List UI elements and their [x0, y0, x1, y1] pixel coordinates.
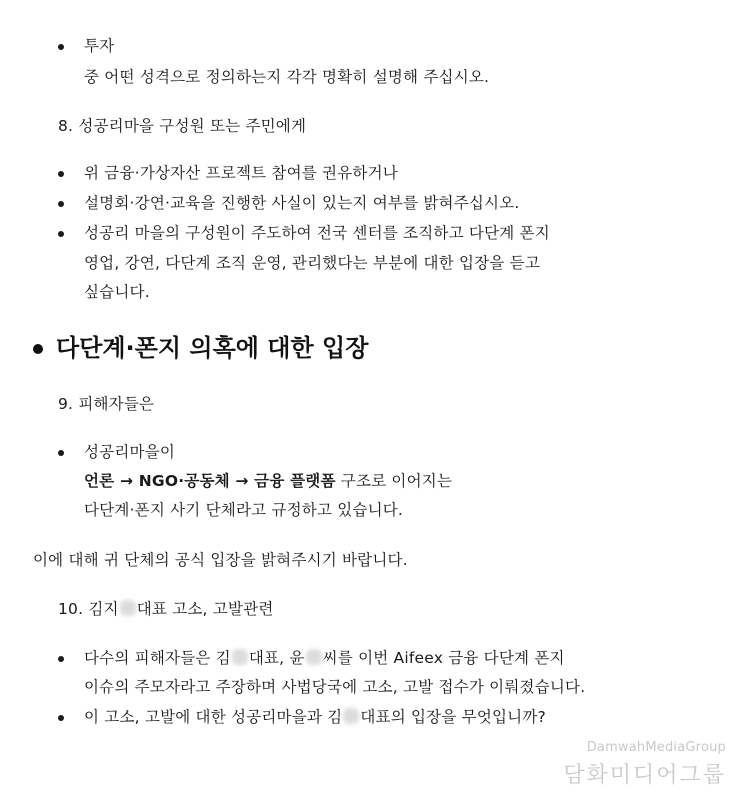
bold-structure-text: 언론 → NGO·공동체 → 금융 플랫폼	[84, 472, 336, 490]
list-item-text: 설명회·강연·교육을 진행한 사실이 있는지 여부를 밝혀주십시오.	[84, 194, 520, 212]
question-9: 9. 피해자들은	[58, 395, 155, 413]
list-item-text: 영업, 강연, 다단계 조직 운영, 관리했다는 부분에 대한 입장을 듣고	[84, 254, 541, 272]
text-part: 대표, 윤	[248, 649, 305, 667]
heading-bullet	[33, 344, 43, 354]
text-part: 대표의 입장을 무엇입니까?	[360, 708, 546, 726]
bullet	[58, 715, 64, 721]
text-part: 이 고소, 고발에 대한 성공리마을과 김	[84, 708, 343, 726]
bullet	[58, 231, 64, 237]
paragraph-text: 중 어떤 성격으로 정의하는지 각각 명확히 설명해 주십시오.	[84, 68, 490, 86]
list-item-text	[84, 470, 452, 492]
bullet	[58, 171, 64, 177]
list-item-text: 위 금융·가상자산 프로젝트 참여를 권유하거나	[84, 164, 398, 182]
redaction-blur	[343, 708, 359, 724]
list-item-text: 이슈의 주모자라고 주장하며 사법당국에 고소, 고발 접수가 이뤄졌습니다.	[84, 678, 586, 696]
bullet	[58, 201, 64, 207]
redaction-blur	[232, 649, 248, 665]
q10-part-b: 대표 고소, 고발관련	[136, 600, 274, 618]
list-item-text: 다단계·폰지 사기 단체라고 규정하고 있습니다.	[84, 501, 404, 519]
paragraph-text: 이에 대해 귀 단체의 공식 입장을 밝혀주시기 바랍니다.	[33, 551, 408, 569]
question-8: 8. 성공리마을 구성원 또는 주민에게	[58, 117, 307, 135]
bullet	[58, 656, 64, 662]
bullet	[58, 450, 64, 456]
watermark-english: DamwahMediaGroup	[586, 740, 726, 755]
list-item-text: 성공리마을이	[84, 443, 176, 461]
list-item-text	[84, 647, 565, 669]
list-item-text: 성공리 마을의 구성원이 주도하여 전국 센터를 조직하고 다단계 폰지	[84, 224, 550, 242]
structure-rest-text: 구조로 이어지는	[335, 472, 453, 490]
text-part: 다수의 피해자들은 김	[84, 649, 231, 667]
q10-part-a: 10. 김지	[58, 600, 119, 618]
redaction-blur	[306, 649, 322, 665]
list-item-text	[84, 706, 546, 728]
question-10	[58, 598, 274, 620]
list-item-text: 투자	[84, 37, 115, 55]
section-heading: 다단계·폰지 의혹에 대한 입장	[56, 334, 369, 362]
text-part: 씨를 이번 Aifeex 금융 다단계 폰지	[322, 649, 565, 667]
redaction-blur	[120, 600, 136, 616]
watermark-korean: 담화미디어그룹	[563, 763, 726, 788]
bullet	[58, 44, 64, 50]
list-item-text: 싶습니다.	[84, 283, 150, 301]
